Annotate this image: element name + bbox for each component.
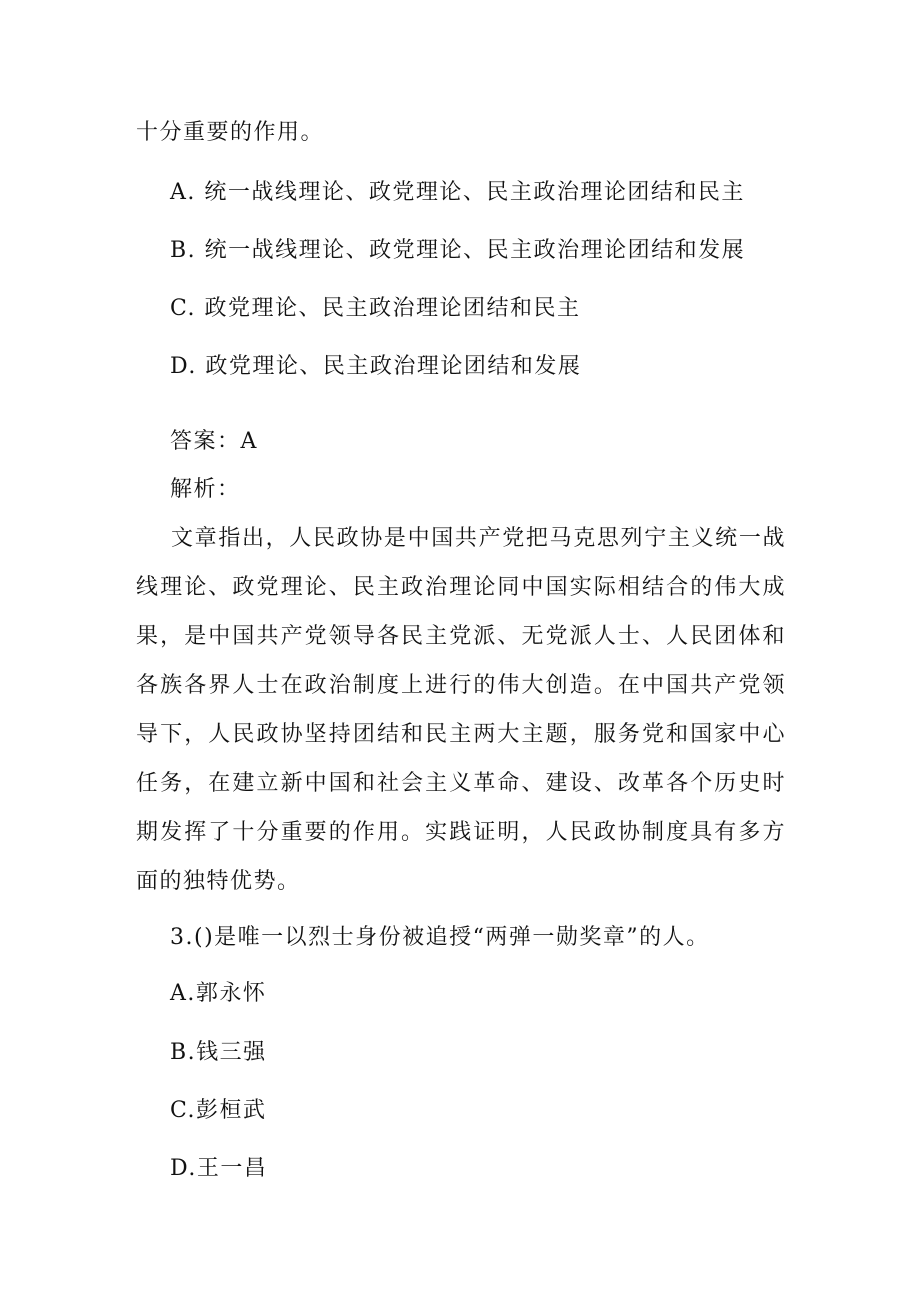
question-2-analysis-label: 解析：	[170, 477, 241, 502]
question-3-option-a: A.郭永怀	[170, 981, 267, 1006]
question-2-option-d: D. 政党理论、民主政治理论团结和发展	[170, 354, 582, 379]
question-2-tail: 十分重要的作用。	[136, 120, 325, 145]
question-3-option-b: B.钱三强	[170, 1040, 267, 1065]
question-3-option-d: D.王一昌	[170, 1156, 268, 1181]
question-2-analysis-text: 文章指出，人民政协是中国共产党把马克思列宁主义统一战线理论、政党理论、民主政治理论同中国实际相结合的伟大成果，是中国共产党领导各民主党派、无党派人士、人民团体和各族各界人士在政治制度上进行的伟大创造。在中国共产党领导下，人民政协坚持团结和民主两大主题，服务党和国家中心任务，在建立新中国和社会主义革命、建设、改革各个历史时期发挥了十分重要的作用。实践证明，人民政协制度具有多方面的独特优势。	[136, 526, 786, 894]
question-2-option-c: C. 政党理论、民主政治理论团结和民主	[170, 296, 581, 321]
question-2-option-b: B. 统一战线理论、政党理论、民主政治理论团结和发展	[170, 238, 746, 263]
question-3-text: 3.()是唯一以烈士身份被追授“两弹一勋奖章”的人。	[170, 925, 710, 950]
question-3-option-c: C.彭桓武	[170, 1098, 267, 1123]
question-2-option-a: A. 统一战线理论、政党理论、民主政治理论团结和民主	[170, 180, 745, 205]
question-2-answer: 答案：A	[170, 429, 258, 454]
